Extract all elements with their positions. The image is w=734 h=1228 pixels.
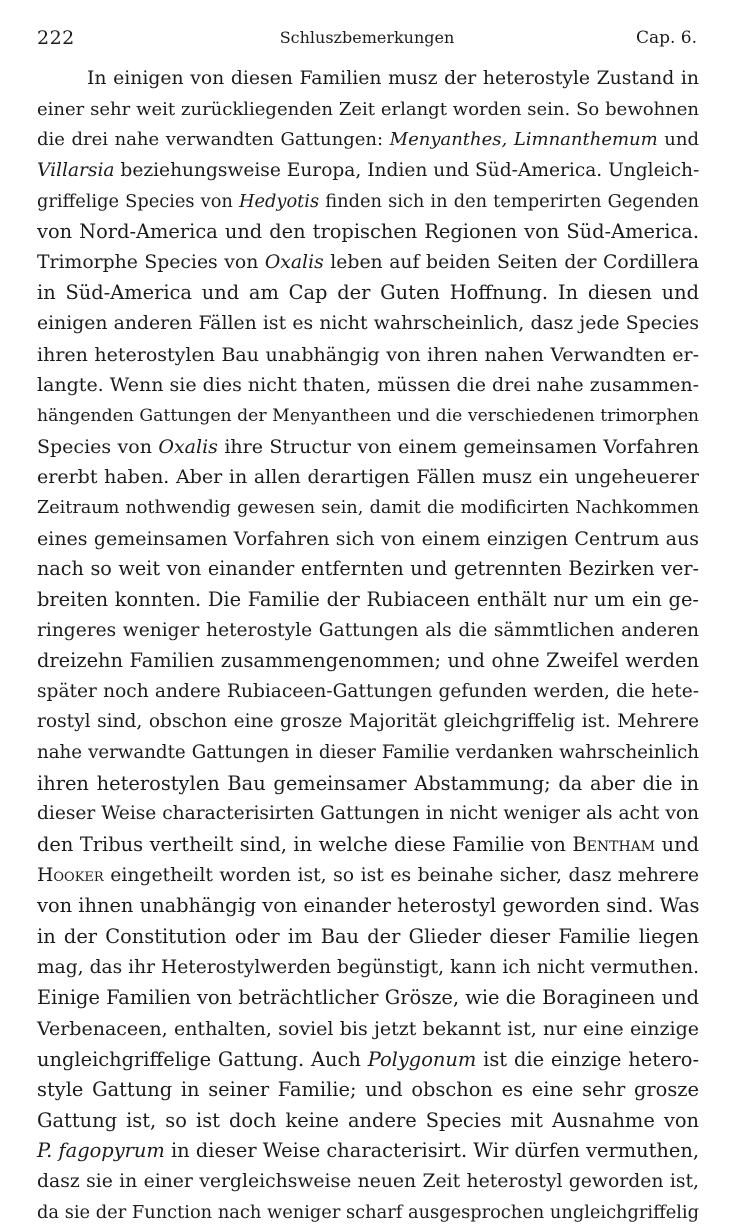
text-segment: nach so weit von einander entfernten und getrennten Bezirken ver- bbox=[37, 557, 699, 581]
text-line bbox=[37, 554, 699, 585]
text-line bbox=[37, 830, 699, 861]
small-caps-name: Bentham bbox=[572, 833, 656, 857]
italic-text: Villarsia bbox=[37, 159, 115, 181]
text-segment: einigen anderen Fällen ist es nicht wahrscheinlich, dasz jede Species bbox=[37, 313, 699, 335]
text-segment: eines gemeinsamen Vorfahren sich von einem einzigen Centrum aus bbox=[37, 527, 699, 550]
running-title: Schluszbemerkungen bbox=[279, 28, 455, 47]
small-caps-name: Hooker bbox=[37, 864, 104, 886]
italic-text: Menyanthes, Limnanthemum bbox=[389, 129, 658, 151]
text-segment: und bbox=[657, 129, 699, 151]
text-segment: in der Constitution oder im Bau der Glieder dieser Familie liegen bbox=[37, 924, 699, 948]
text-segment: Verbenaceen, enthalten, soviel bis jetzt bekannt ist, nur eine einzige bbox=[37, 1017, 699, 1040]
italic-text: Oxalis bbox=[264, 251, 324, 273]
text-line bbox=[37, 891, 699, 922]
text-segment: Zeitraum nothwendig gewesen sein, damit die modificirten Nachkommen bbox=[37, 497, 699, 518]
text-line bbox=[37, 156, 699, 187]
text-line bbox=[37, 432, 699, 463]
text-segment: von ihnen unabhängig von einander heterostyl geworden sind. Was bbox=[37, 894, 700, 918]
text-line bbox=[37, 493, 699, 524]
text-line bbox=[37, 677, 699, 708]
text-line bbox=[37, 217, 699, 248]
text-line bbox=[37, 309, 699, 340]
text-line bbox=[37, 983, 699, 1014]
text-segment: ungleichgriffelige Gattung. Auch bbox=[37, 1047, 368, 1071]
text-segment: später noch andere Rubiaceen-Gattungen gefunden werden, die hete- bbox=[37, 680, 699, 702]
text-segment: in Süd-America und am Cap der Guten Hoffnung. In diesen und bbox=[37, 281, 699, 305]
text-segment: die drei nahe verwandten Gattungen: bbox=[37, 129, 390, 151]
text-segment: dreizehn Familien zusammengenommen; und ohne Zweifel werden bbox=[37, 649, 699, 673]
text-segment: Species von bbox=[37, 435, 159, 458]
text-segment: da sie der Function nach weniger scharf ausgesprochen ungleichgriffelig bbox=[37, 1201, 699, 1223]
text-segment: mag, das ihr Heterostylwerden begünstigt, kann ich nicht vermuthen. bbox=[37, 956, 699, 978]
text-segment: ringeres weniger heterostyle Gattungen als die sämmtlichen anderen bbox=[37, 619, 699, 641]
text-line bbox=[37, 769, 699, 800]
text-line bbox=[37, 646, 699, 677]
text-line bbox=[37, 1014, 699, 1045]
text-line bbox=[37, 278, 699, 309]
italic-text: Oxalis bbox=[158, 435, 218, 458]
text-segment: nahe verwandte Gattungen in dieser Familie verdanken wahrscheinlich bbox=[37, 742, 699, 764]
text-segment: von Nord-America und den tropischen Regionen von Süd-America. bbox=[37, 220, 699, 244]
text-segment: Gattung ist, so ist doch keine andere Species mit Ausnahme von bbox=[37, 1108, 699, 1132]
text-line bbox=[37, 953, 699, 984]
text-segment: leben auf beiden Seiten der Cordillera bbox=[323, 251, 699, 273]
chapter-label: Cap. 6. bbox=[635, 28, 697, 48]
text-line bbox=[37, 799, 699, 830]
text-segment: dieser Weise characterisirten Gattungen in nicht weniger als acht von bbox=[37, 803, 699, 825]
text-line bbox=[37, 125, 699, 156]
text-line bbox=[37, 616, 699, 647]
text-segment: Trimorphe Species von bbox=[37, 251, 265, 273]
text-segment: dasz sie in einer vergleichsweise neuen Zeit heterostyl geworden ist, bbox=[37, 1171, 699, 1193]
text-line bbox=[37, 1198, 699, 1228]
text-line bbox=[37, 524, 699, 555]
italic-text: P. fagopyrum bbox=[37, 1139, 165, 1163]
text-line bbox=[37, 95, 699, 126]
text-segment: ererbt haben. Aber in allen derartigen Fällen musz ein ungeheuerer bbox=[37, 466, 699, 489]
text-segment: finden sich in den temperirten Gegenden bbox=[319, 190, 700, 212]
text-line bbox=[37, 1045, 699, 1076]
text-line bbox=[37, 1167, 699, 1198]
text-segment: hängenden Gattungen der Menyantheen und die verschiedenen trimorphen bbox=[37, 406, 699, 427]
text-line bbox=[37, 585, 699, 616]
text-line bbox=[37, 1106, 699, 1137]
text-segment: ihren heterostylen Bau unabhängig von ihren nahen Verwandten er- bbox=[37, 343, 699, 366]
text-line bbox=[37, 248, 699, 279]
text-segment: In einigen von diesen Familien musz der heterostyle Zustand in bbox=[87, 68, 699, 89]
text-segment: ist die einzige hetero- bbox=[476, 1047, 700, 1071]
text-line bbox=[37, 64, 699, 95]
text-segment: langte. Wenn sie dies nicht thaten, müssen die drei nahe zusammen- bbox=[37, 374, 699, 397]
text-segment: und bbox=[655, 833, 699, 857]
text-segment: beziehungsweise Europa, Indien und Süd-America. Ungleich- bbox=[114, 159, 700, 181]
text-segment: Einige Familien von beträchtlicher Grösze, wie die Boragineen und bbox=[37, 986, 699, 1010]
page-header bbox=[37, 27, 697, 57]
text-segment: style Gattung in seiner Familie; und obschon es eine sehr grosze bbox=[37, 1078, 699, 1102]
text-segment: griffelige Species von bbox=[37, 190, 239, 212]
text-segment: einer sehr weit zurückliegenden Zeit erlangt worden sein. So bewohnen bbox=[37, 98, 699, 120]
text-segment: den Tribus vertheilt sind, in welche diese Familie von bbox=[37, 833, 573, 857]
text-line bbox=[37, 187, 699, 218]
text-line bbox=[37, 401, 699, 432]
body-text bbox=[37, 64, 699, 1228]
text-line bbox=[37, 1136, 699, 1167]
text-line bbox=[37, 922, 699, 953]
text-line bbox=[37, 707, 699, 738]
text-line bbox=[37, 738, 699, 769]
text-line bbox=[37, 1075, 699, 1106]
text-line bbox=[37, 861, 699, 892]
text-segment: eingetheilt worden ist, so ist es beinahe sicher, dasz mehrere bbox=[103, 864, 699, 886]
text-line bbox=[37, 370, 699, 401]
text-segment: in dieser Weise characterisirt. Wir dürfen vermuthen, bbox=[164, 1139, 699, 1163]
text-segment: ihre Structur von einem gemeinsamen Vorfahren bbox=[217, 435, 700, 458]
page-number: 222 bbox=[37, 27, 75, 49]
text-line bbox=[37, 340, 699, 371]
italic-text: Hedyotis bbox=[239, 190, 320, 212]
text-segment: ihren heterostylen Bau gemeinsamer Abstammung; da aber die in bbox=[37, 771, 699, 795]
italic-text: Polygonum bbox=[367, 1047, 477, 1071]
text-line bbox=[37, 462, 699, 493]
text-segment: rostyl sind, obschon eine grosze Majorität gleichgriffelig ist. Mehrere bbox=[37, 711, 699, 733]
text-segment: breiten konnten. Die Familie der Rubiaceen enthält nur um ein ge- bbox=[37, 587, 699, 611]
